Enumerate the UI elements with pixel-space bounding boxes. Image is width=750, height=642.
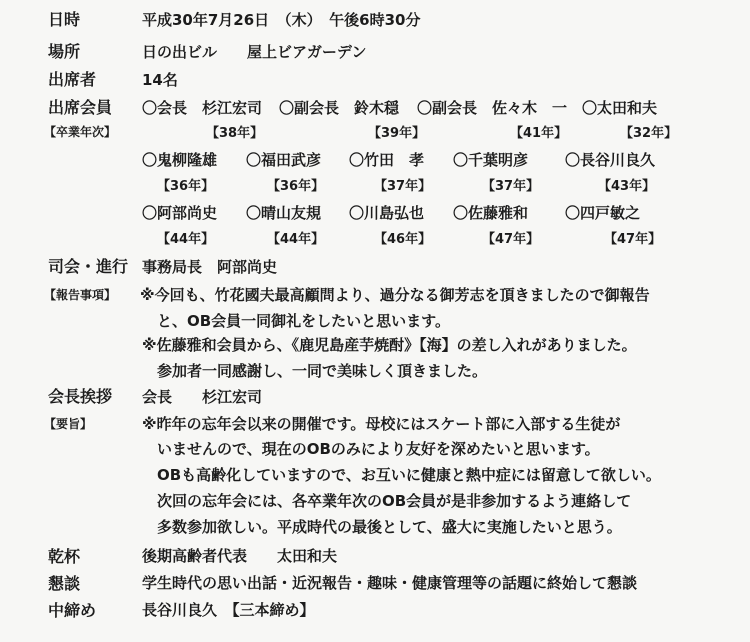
- member-name: 〇太田和夫: [582, 99, 658, 117]
- member-year: 【36年】: [267, 179, 325, 194]
- summary-line: いませんので、現在のOBのみにより友好を深めたいと思います。: [157, 440, 600, 458]
- report-line: 参加者一同感謝し、一同で美味しく頂きました。: [157, 362, 488, 380]
- member-name: 〇鬼柳隆雄: [142, 151, 218, 169]
- greeting-value: 会長 杉江宏司: [142, 388, 263, 406]
- summary-line: ※昨年の忘年会以来の開催です。母校にはスケート部に入部する生徒が: [142, 415, 621, 433]
- member-year: 【39年】: [368, 126, 426, 141]
- report-line: と、OB会員一同御礼をしたいと思います。: [157, 312, 450, 330]
- report-label: 【報告事項】: [44, 288, 117, 302]
- attendees-value: 14名: [142, 71, 178, 89]
- member-name: 〇晴山友規: [246, 204, 322, 222]
- member-year: 【36年】: [157, 179, 215, 194]
- report-line: ※今回も、竹花國夫最高顧問より、過分なる御芳志を頂きましたので御報告: [140, 286, 650, 304]
- member-year: 【44年】: [267, 232, 325, 247]
- member-year: 【37年】: [374, 179, 432, 194]
- graduation-year-label: 【卒業年次】: [44, 125, 117, 139]
- member-name: 〇竹田 孝: [349, 151, 425, 169]
- members-label: 出席会員: [48, 98, 113, 117]
- social-label: 懇談: [48, 574, 81, 593]
- member-name: 〇佐藤雅和: [453, 204, 529, 222]
- member-year: 【38年】: [206, 126, 264, 141]
- summary-label: 【要旨】: [44, 417, 93, 431]
- summary-line: 次回の忘年会には、各卒業年次のOB会員が是非参加するよう連絡して: [157, 492, 632, 510]
- member-name: 〇川島弘也: [349, 204, 425, 222]
- summary-line: 多数参加欲しい。平成時代の最後として、盛大に実施したいと思う。: [157, 518, 622, 536]
- member-year: 【44年】: [157, 232, 215, 247]
- member-year: 【41年】: [510, 126, 568, 141]
- member-name: 〇会長 杉江宏司: [142, 99, 263, 117]
- member-name: 〇副会長 鈴木穏: [279, 99, 400, 117]
- report-line: ※佐藤雅和会員から、《鹿児島産芋焼酎》【海】の差し入れがありました。: [142, 336, 637, 354]
- date-label: 日時: [48, 10, 81, 29]
- mc-label: 司会・進行: [48, 257, 129, 276]
- member-year: 【46年】: [374, 232, 432, 247]
- place-value: 日の出ビル 屋上ビアガーデン: [142, 43, 367, 61]
- mc-value: 事務局長 阿部尚史: [142, 258, 278, 276]
- member-year: 【47年】: [482, 232, 540, 247]
- member-name: 〇副会長 佐々木 一: [417, 99, 568, 117]
- date-value: 平成30年7月26日 （木） 午後6時30分: [142, 11, 421, 29]
- closing-value: 長谷川良久 【三本締め】: [142, 601, 315, 619]
- member-year: 【47年】: [604, 232, 662, 247]
- summary-line: OBも高齢化していますので、お互いに健康と熱中症には留意して欲しい。: [157, 466, 661, 484]
- member-year: 【43年】: [598, 179, 656, 194]
- member-name: 〇千葉明彦: [453, 151, 529, 169]
- place-label: 場所: [48, 42, 81, 61]
- toast-value: 後期高齢者代表 太田和夫: [142, 547, 338, 565]
- member-name: 〇福田武彦: [246, 151, 322, 169]
- member-name: 〇長谷川良久: [565, 151, 656, 169]
- member-name: 〇四戸敏之: [565, 204, 641, 222]
- social-value: 学生時代の思い出話・近況報告・趣味・健康管理等の話題に終始して懇談: [142, 574, 638, 592]
- greeting-label: 会長挨拶: [48, 387, 113, 406]
- member-year: 【37年】: [482, 179, 540, 194]
- closing-label: 中締め: [48, 601, 97, 620]
- toast-label: 乾杯: [48, 547, 81, 566]
- attendees-label: 出席者: [48, 70, 97, 89]
- member-name: 〇阿部尚史: [142, 204, 218, 222]
- member-year: 【32年】: [620, 126, 678, 141]
